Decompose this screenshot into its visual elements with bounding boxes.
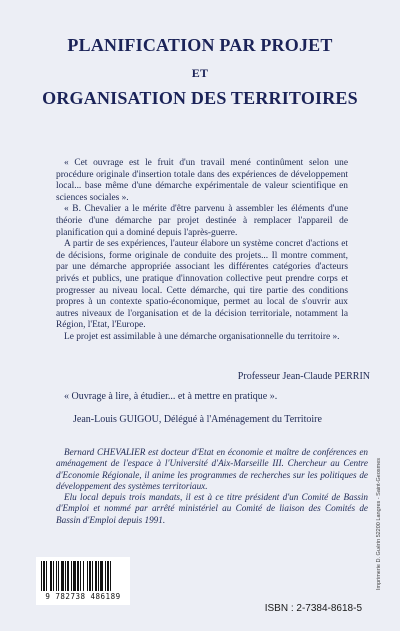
title-line-1: PLANIFICATION PAR PROJET — [67, 35, 333, 55]
signature-perrin: Professeur Jean-Claude PERRIN — [237, 371, 370, 382]
isbn: ISBN : 2-7384-8618-5 — [264, 603, 362, 614]
barcode-bars-icon — [41, 561, 125, 593]
paragraph: « Cet ouvrage est le fruit d'un travail mené continûment selon une procédure originale d'insertion totale dans des expériences de développement local... base même d'une démarche expérimentale de valeur scientifique en sciences sociales ». — [56, 158, 348, 203]
bio-paragraph: Bernard CHEVALIER est docteur d'Etat en économie et maître de conférences en aménagement de l'espace à l'Université d'Aix-Marseille III. Chercheur au Centre d'Economie Régionale, il anime les programmes de recherches sur les politiques de développement des systèmes territoriaux. — [56, 447, 368, 491]
second-quote: « Ouvrage à lire, à étudier... et à mettre en pratique ». — [64, 391, 278, 402]
barcode — [36, 557, 130, 605]
bio-paragraph: Elu local depuis trois mandats, il est à ce titre président d'un Comité de Bassin d'Emploi et nommé par arrêté ministériel au Comité de liaison des Comités de Bassin d'Emploi depuis 1991. — [56, 492, 368, 525]
paragraph: « B. Chevalier a le mérite d'être parvenu à assembler les éléments d'une théorie d'une démarche par projet destinée à remplacer l'appareil de planification qui a dominé depuis l'après-guerre. — [56, 204, 348, 238]
signature-guigou: Jean-Louis GUIGOU, Délégué à l'Aménagement du Territoire — [73, 414, 322, 425]
title-line-2: ORGANISATION DES TERRITOIRES — [42, 88, 358, 108]
title-conjunction: ET — [191, 66, 209, 80]
paragraph: A partir de ses expériences, l'auteur élabore un système concret d'actions et de décisions, forme originale de conduite des projets... Il montre comment, par une démarche appropriée associant les différentes catégories d'acteurs privés et publics, une pratique d'innovation collective peut prendre corps et progresser au niveau local. Cette démarche, qui tire partie des conditions propres à un contexte spatio-économique, permet au local de s'ouvrir aux autres niveaux de l'organisation et de la décision territoriale, notamment la Région, l'Etat, l'Europe. — [56, 239, 348, 331]
author-bio — [56, 447, 368, 526]
barcode-number: 9 782738 486189 — [45, 592, 121, 601]
paragraph: Le projet est assimilable à une démarche organisationnelle du territoire ». — [64, 331, 340, 342]
endorsement-text — [56, 158, 348, 344]
printer-credit: Imprimerie D. Guérin 52200 Langres - Saint-Geosmes — [376, 457, 382, 590]
